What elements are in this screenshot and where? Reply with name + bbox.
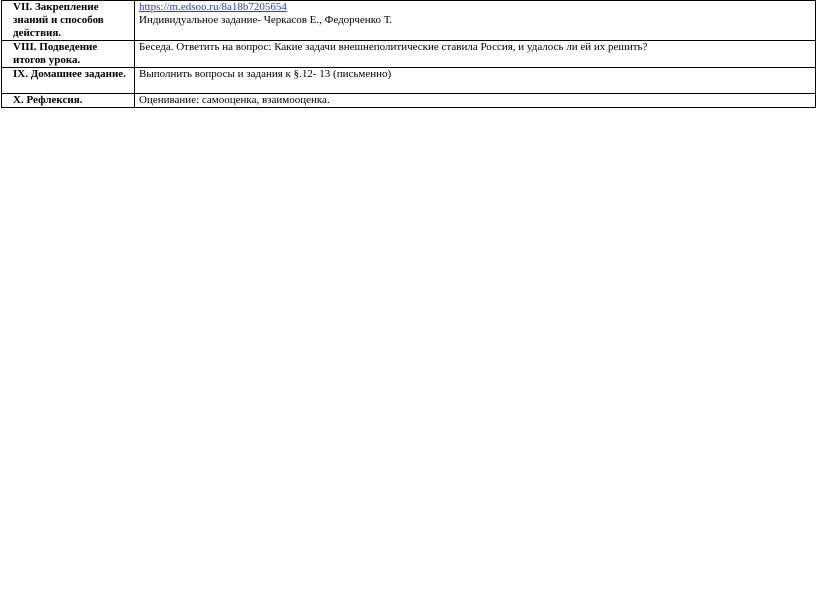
content-cell bbox=[135, 41, 816, 68]
content-text: Беседа. Ответить на вопрос: Какие задачи внешнеполитические ставила Россия, и удалось ли ей их решить? bbox=[139, 41, 648, 53]
content-cell bbox=[135, 94, 816, 108]
table-row bbox=[2, 94, 816, 108]
content-text: Оценивание: самооценка, взаимооценка. bbox=[139, 94, 330, 106]
stage-cell: VIII. Подведение итогов урока. bbox=[2, 41, 135, 68]
stage-cell: X. Рефлексия. bbox=[2, 94, 135, 108]
table-row bbox=[2, 68, 816, 94]
resource-link[interactable]: https://m.edsoo.ru/8a18b7205654 bbox=[139, 1, 287, 13]
table-row bbox=[2, 41, 816, 68]
content-cell bbox=[135, 68, 816, 94]
content-cell bbox=[135, 1, 816, 41]
content-text: Выполнить вопросы и задания к §.12- 13 (письменно) bbox=[139, 68, 392, 80]
lesson-plan-table bbox=[1, 0, 816, 108]
table-row bbox=[2, 1, 816, 41]
stage-cell: IX. Домашнее задание. bbox=[2, 68, 135, 94]
stage-cell: VII. Закрепление знаний и способов действия. bbox=[2, 1, 135, 41]
content-text: Индивидуальное задание- Черкасов Е., Федорченко Т. bbox=[139, 14, 393, 26]
